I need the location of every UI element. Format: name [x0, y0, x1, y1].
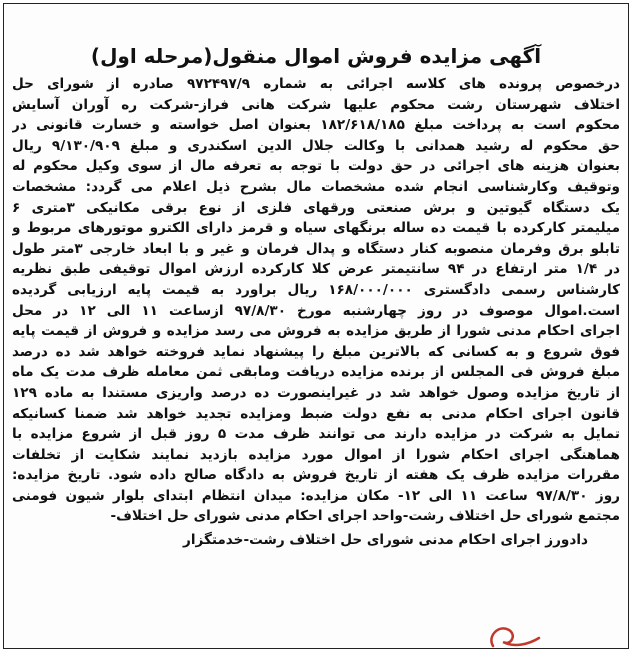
notice-line: روز ۹۷/۸/۳۰ ساعت ۱۱ الی ۱۲- مکان مزایده: میدان انتظام ابتدای بلوار شیون فومنی: [12, 487, 620, 504]
notice-line: بعنوان هزینه های اجرائی در حق دولت با توجه به تعرفه مال از سوی وکیل محکوم له: [12, 158, 620, 175]
notice-line: است.اموال موصوف در روز چهارشنبه مورخ ۹۷/۸/۳۰ ازساعت ۱۱ الی ۱۲ در محل: [12, 302, 620, 319]
notice-line: کارشناس رسمی دادگستری ۱۶۸/۰۰۰/۰۰۰ ریال براورد به قیمت پایه ارزیابی گردیده: [12, 281, 620, 298]
notice-line: هماهنگی اجرای احکام شورا از اموال مورد مزایده بازدید نمایند شکایت از تخلفات: [12, 446, 620, 463]
notice-line: مقررات مزایده ظرف یک هفته از تاریخ فروش به دادگاه صالح داده شود. تاریخ مزایده:: [12, 467, 620, 484]
notice-line: مجتمع شورای حل اختلاف رشت-واحد اجرای احکام مدنی شورای حل اختلاف-: [110, 508, 620, 525]
notice-line: تابلو برق وفرمان منصوبه کنار دستگاه و پدال فرمان و غیر و با ابعاد خارجی ۳متر طول: [12, 240, 620, 257]
notice-signature: دادورز اجرای احکام مدنی شورای حل اختلاف رشت-خدمتگزار: [183, 532, 588, 549]
notice-line: یک دستگاه گیوتین و برش صنعتی ورقهای فلزی از نوع برقی مکانیکی ۳متری ۶: [12, 199, 620, 216]
notice-line: حق محکوم له رشید همدانی با وکالت جلال الدین اسکندری و مبلغ ۹/۱۳۰/۹۰۹ ریال: [12, 137, 620, 154]
notice-line: وتوقیف وکارشناسی انجام شده مشخصات مال بشرح ذیل اعلام می گردد: مشخصات: [12, 178, 620, 195]
notice-line: محکوم است به پرداخت مبلغ ۱۸۲/۶۱۸/۱۸۵ بعنوان اصل خواسته و خسارت قانونی در: [12, 117, 620, 134]
notice-line: قانون اجرای احکام مدنی به نفع دولت ضبط ومزایده تجدید خواهد شد ضمنا کسانیکه: [12, 405, 620, 422]
notice-line: مبلغ فروش فی المجلس از برنده مزایده دریافت ومابقی ثمن معامله ظرف مدت یک ماه: [12, 364, 620, 381]
notice-line: درخصوص پرونده های کلاسه اجرائی به شماره ۹۷۲۴۹۷/۹ صادره از شورای حل: [12, 76, 620, 92]
notice-title: آگهی مزایده فروش اموال منقول(مرحله اول): [90, 44, 542, 68]
handwritten-mark: [485, 618, 545, 652]
notice-line: اجرای احکام مدنی شورا از طریق مزایده به فروش می رسد مزایده و فروش از قیمت پایه: [12, 323, 620, 340]
notice-line: تمایل به شرکت در مزایده دارند می توانند ظرف مدت ۵ روز قبل از شروع مزایده با: [12, 426, 620, 443]
notice-line: فوق شروع و به کسانی که بالاترین مبلغ را پیشنهاد نماید فروخته خواهد شد ده درصد: [12, 343, 620, 360]
notice-line: از تاریخ مزایده وصول خواهد شد در غیراینصورت ده درصد واریزی مستندا به ماده ۱۲۹: [12, 384, 620, 401]
auction-notice: [3, 3, 629, 649]
notice-line: در ۱/۴ متر ارتفاع در ۹۴ سانتیمتر عرض کلا کارکرده ارزش اموال توقیفی طبق نظریه: [12, 261, 620, 278]
notice-body: [4, 74, 628, 527]
notice-line: میلیمتر کارکرده با قیمت ده ساله برنگهای سیاه و قرمز دارای الکترو موتورهای مربوط و: [12, 220, 620, 237]
notice-line: اختلاف شهرستان رشت محکوم علیها شرکت هانی فراز-شرکت ره آوران آسایش: [12, 96, 620, 113]
